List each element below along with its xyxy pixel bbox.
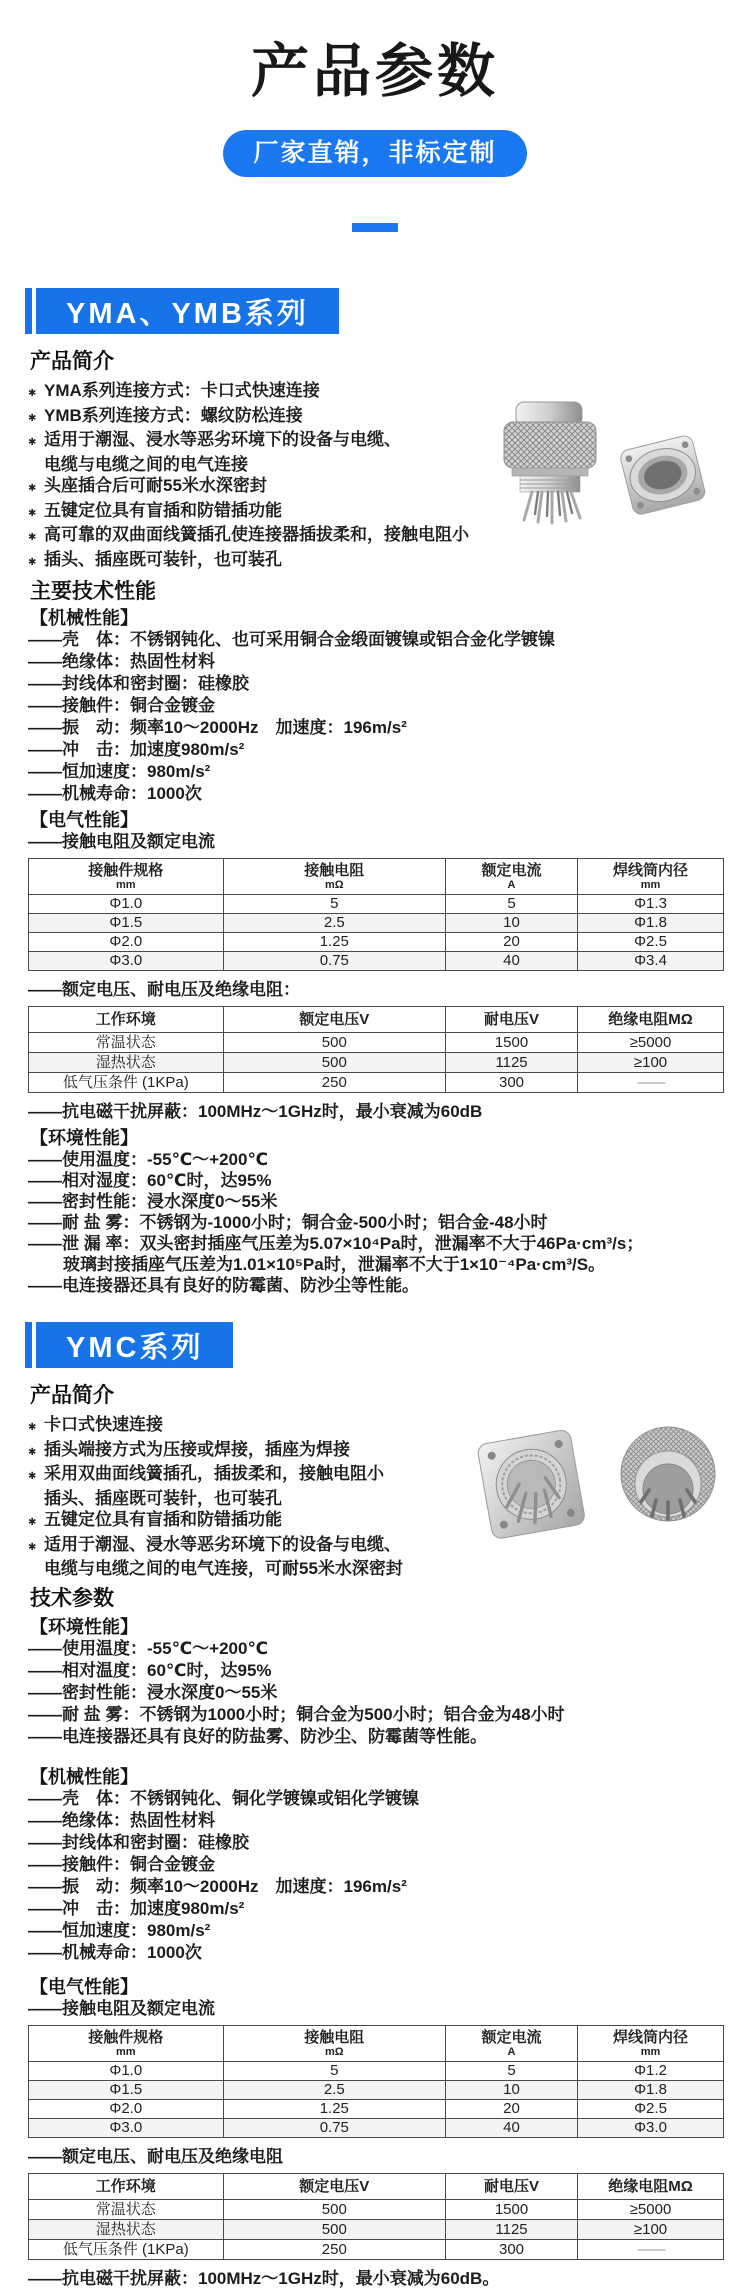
spec-line: ——振 动：频率10～2000Hz 加速度：196m/s²	[28, 718, 407, 737]
spec-line: ——耐 盐 雾：不锈钢为-1000小时；铜合金-500小时；铝合金-48小时	[28, 1213, 548, 1232]
table-row	[29, 2099, 724, 2118]
table-cell: 5	[445, 895, 577, 914]
spec-line: ——额定电压、耐电压及绝缘电阻	[28, 2146, 283, 2166]
col-header: 工作环境	[29, 2173, 224, 2199]
spec-line: ——封线体和密封圈：硅橡胶	[28, 674, 249, 693]
col-header: 接触件规格 mm	[29, 859, 224, 895]
product-photo-yma-ymb	[476, 380, 728, 573]
table-cell: Φ2.5	[578, 2099, 724, 2118]
list-item	[28, 524, 476, 549]
perf-category-label: 【电气性能】	[30, 810, 138, 830]
title-underline-dash	[352, 223, 398, 232]
table-cell: 1125	[445, 1053, 577, 1073]
spec-line: ——接触电阻及额定电流	[28, 832, 215, 851]
section-header-yma-ymb	[25, 288, 750, 334]
table-cell: Φ1.0	[29, 2061, 224, 2080]
bullet-marker	[28, 454, 44, 476]
table-cell: 5	[445, 2061, 577, 2080]
spec-line: ——泄 漏 率：双头密封插座气压差为5.07×10⁴Pa时，泄漏率不大于46Pa·cm³/s；	[28, 1234, 644, 1253]
ymc-intro-row	[28, 1414, 728, 1580]
table-cell: Φ2.0	[29, 2099, 224, 2118]
table-row	[29, 914, 724, 933]
col-header: 额定电压V	[223, 1007, 445, 1033]
list-item	[28, 380, 476, 405]
tech-heading: 主要技术性能	[30, 580, 156, 603]
spec-line: ——接触件：铜合金镀金	[28, 1854, 215, 1874]
col-header: 绝缘电阻MΩ	[578, 1007, 724, 1033]
spec-line: ——使用温度：-55℃～+200℃	[28, 1638, 269, 1658]
ymc-bullet-list	[28, 1414, 476, 1580]
table-row	[29, 1073, 724, 1093]
spec-line: ——冲 击：加速度980m/s²	[28, 740, 245, 759]
table-row	[29, 2118, 724, 2137]
list-item	[28, 1414, 476, 1439]
bullet-marker: ✱	[28, 1517, 37, 1528]
table-cell: 2.5	[223, 2080, 445, 2099]
list-item	[28, 1463, 476, 1488]
table-cell: 10	[445, 2080, 577, 2099]
spec-line: ——封线体和密封圈：硅橡胶	[28, 1832, 249, 1852]
bullet-marker: ✱	[28, 1471, 37, 1482]
perf-category-label: 【电气性能】	[30, 1976, 138, 1997]
col-header: 绝缘电阻MΩ	[578, 2173, 724, 2199]
yma-intro-row	[28, 380, 728, 573]
bullet-marker: ✱	[28, 388, 37, 399]
col-header: 额定电流 A	[445, 2025, 577, 2061]
tech-heading: 技术参数	[30, 1586, 114, 1610]
table-cell: Φ1.0	[29, 895, 224, 914]
bullet-text: YMB系列连接方式：螺纹防松连接	[44, 405, 303, 425]
perf-category-label: 【环境性能】	[30, 1128, 138, 1148]
spec-line: ——接触件：铜合金镀金	[28, 696, 215, 715]
intro-heading: 产品简介	[30, 1384, 114, 1407]
bullet-marker: ✱	[28, 507, 37, 519]
spec-line: ——振 动：频率10～2000Hz 加速度：196m/s²	[28, 1876, 407, 1896]
section-accent-bar	[25, 1322, 32, 1368]
bullet-marker	[28, 1558, 44, 1580]
list-item	[28, 454, 476, 476]
table-cell: 2.5	[223, 914, 445, 933]
bullet-text: 五键定位具有盲插和防错插功能	[44, 1510, 282, 1529]
table-cell: 5	[223, 2061, 445, 2080]
spec-line: ——壳 体：不锈钢钝化、也可采用铜合金缎面镀镍或铝合金化学镀镍	[28, 630, 555, 649]
table-cell: ≥100	[578, 2219, 724, 2239]
table-cell: 250	[223, 1073, 445, 1093]
spec-line: ——额定电压、耐电压及绝缘电阻：	[28, 980, 300, 999]
table-cell: 低气压条件 (1KPa)	[29, 2239, 224, 2259]
table-cell: Φ2.0	[29, 933, 224, 952]
bullet-marker: ✱	[28, 1541, 37, 1553]
bullet-marker	[28, 1488, 44, 1510]
banner-pill: 厂家直销，非标定制	[223, 130, 527, 177]
table-cell: 湿热状态	[29, 2219, 224, 2239]
table-cell: 500	[223, 1053, 445, 1073]
table-cell: 常温状态	[29, 1033, 224, 1053]
table-cell: Φ1.2	[578, 2061, 724, 2080]
section-header-ymc	[25, 1322, 750, 1368]
bullet-text: 电缆与电缆之间的电气连接	[44, 454, 248, 474]
page-title: 产品参数	[250, 39, 499, 104]
table-cell: ≥5000	[578, 2199, 724, 2219]
spec-line: ——电连接器还具有良好的防霉菌、防沙尘等性能。	[28, 1276, 419, 1295]
table-cell: 0.75	[223, 2118, 445, 2137]
list-item	[28, 1558, 476, 1580]
bullet-text: 插头端接方式为压接或焊接，插座为焊接	[44, 1439, 350, 1459]
col-header: 额定电压V	[223, 2173, 445, 2199]
bullet-marker: ✱	[28, 437, 37, 448]
spec-line: ——机械寿命：1000次	[28, 1942, 202, 1962]
table-row	[29, 2219, 724, 2239]
table-cell: Φ3.0	[29, 2118, 224, 2137]
table-cell: ≥100	[578, 1053, 724, 1073]
list-item	[28, 1534, 476, 1559]
table-cell: Φ2.5	[578, 933, 724, 952]
table-cell: 0.75	[223, 952, 445, 971]
bullet-text: YMA系列连接方式：卡口式快速连接	[44, 381, 320, 400]
bullet-text: 电缆与电缆之间的电气连接，可耐55米水深密封	[44, 1559, 403, 1578]
col-header: 接触件规格 mm	[29, 2025, 224, 2061]
bullet-text: 采用双曲面线簧插孔，插拔柔和，接触电阻小	[44, 1464, 384, 1483]
spec-line: ——恒加速度：980m/s²	[28, 1920, 211, 1940]
table-cell: Φ3.0	[578, 2118, 724, 2137]
intro-heading: 产品简介	[30, 350, 114, 373]
col-header: 耐电压V	[445, 2173, 577, 2199]
list-item	[28, 1439, 476, 1464]
yma-voltage-table	[28, 1006, 724, 1093]
table-cell: 40	[445, 2118, 577, 2137]
ymc-contact-resistance-table	[28, 2025, 724, 2138]
perf-category-label: 【机械性能】	[30, 1766, 138, 1787]
col-header: 耐电压V	[445, 1007, 577, 1033]
spec-line: ——冲 击：加速度980m/s²	[28, 1898, 245, 1918]
table-cell: 1500	[445, 2199, 577, 2219]
bullet-marker: ✱	[28, 532, 37, 543]
bullet-text: 头座插合后可耐55米水深密封	[44, 476, 267, 495]
table-cell: 低气压条件 (1KPa)	[29, 1073, 224, 1093]
table-row	[29, 2080, 724, 2099]
table-cell: 5	[223, 895, 445, 914]
section-title: YMA、YMB系列	[36, 288, 339, 334]
ymc-section	[0, 1383, 750, 2290]
section-title: YMC系列	[36, 1322, 233, 1368]
bullet-text: 卡口式快速连接	[44, 1415, 163, 1434]
yma-bullet-list	[28, 380, 476, 573]
col-header: 接触电阻 mΩ	[223, 859, 445, 895]
list-item	[28, 500, 476, 525]
table-cell: 250	[223, 2239, 445, 2259]
table-cell: Φ1.5	[29, 2080, 224, 2099]
perf-category-label: 【环境性能】	[30, 1616, 138, 1637]
spec-line: ——接触电阻及额定电流	[28, 1998, 215, 2018]
product-photo-ymc	[476, 1414, 728, 1580]
bullet-marker: ✱	[28, 412, 37, 424]
yma-ymb-section	[0, 349, 750, 1296]
table-cell: 常温状态	[29, 2199, 224, 2219]
col-header: 接触电阻 mΩ	[223, 2025, 445, 2061]
bullet-text: 插头、插座既可装针，也可装孔	[44, 549, 282, 569]
table-row	[29, 1033, 724, 1053]
table-header-row	[29, 2025, 724, 2061]
spec-line: ——密封性能：浸水深度0～55米	[28, 1192, 278, 1211]
table-cell: Φ3.4	[578, 952, 724, 971]
bullet-text: 插头、插座既可装针，也可装孔	[44, 1488, 282, 1508]
spec-line: ——使用温度：-55℃～+200℃	[28, 1150, 269, 1169]
table-cell: 20	[445, 2099, 577, 2118]
table-cell: 300	[445, 2239, 577, 2259]
table-cell: ——	[578, 2239, 724, 2259]
table-cell: Φ1.8	[578, 2080, 724, 2099]
spec-line-continuation: 玻璃封接插座气压差为1.01×10⁵Pa时，泄漏率不大于1×10⁻⁴Pa·cm³/S。	[63, 1255, 606, 1274]
list-item	[28, 405, 476, 430]
spec-line: ——电连接器还具有良好的防盐雾、防沙尘、防霉菌等性能。	[28, 1726, 487, 1746]
table-row	[29, 2239, 724, 2259]
perf-category-label: 【机械性能】	[30, 608, 138, 628]
ymc-voltage-table	[28, 2173, 724, 2260]
table-cell: 1.25	[223, 933, 445, 952]
spec-line: ——密封性能：浸水深度0～55米	[28, 1682, 278, 1702]
table-cell: ——	[578, 1073, 724, 1093]
table-header-row	[29, 1007, 724, 1033]
table-cell: Φ3.0	[29, 952, 224, 971]
table-row	[29, 933, 724, 952]
table-row	[29, 952, 724, 971]
bullet-marker: ✱	[28, 556, 37, 568]
list-item	[28, 475, 476, 500]
table-cell: 1.25	[223, 2099, 445, 2118]
table-header-row	[29, 2173, 724, 2199]
spec-line: ——壳 体：不锈钢钝化、铜化学镀镍或铝化学镀镍	[28, 1788, 419, 1808]
spec-line: ——抗电磁干扰屏蔽：100MHz～1GHz时，最小衰减为60dB。	[28, 2268, 500, 2288]
bullet-text: 高可靠的双曲面线簧插孔使连接器插拔柔和，接触电阻小	[44, 525, 469, 544]
spec-line: ——抗电磁干扰屏蔽：100MHz～1GHz时，最小衰减为60dB	[28, 1102, 483, 1121]
section-accent-bar	[25, 288, 32, 334]
list-item	[28, 1509, 476, 1534]
table-row	[29, 1053, 724, 1073]
list-item	[28, 429, 476, 454]
table-cell: 1125	[445, 2219, 577, 2239]
table-row	[29, 2199, 724, 2219]
table-cell: 300	[445, 1073, 577, 1093]
spec-line: ——机械寿命：1000次	[28, 784, 202, 803]
table-cell: Φ1.5	[29, 914, 224, 933]
bullet-text: 适用于潮湿、浸水等恶劣环境下的设备与电缆、	[44, 430, 401, 449]
table-cell: 10	[445, 914, 577, 933]
col-header: 焊线筒内径 mm	[578, 859, 724, 895]
table-cell: 湿热状态	[29, 1053, 224, 1073]
hero	[0, 0, 750, 232]
table-cell: 40	[445, 952, 577, 971]
col-header: 额定电流 A	[445, 859, 577, 895]
col-header: 工作环境	[29, 1007, 224, 1033]
table-cell: 1500	[445, 1033, 577, 1053]
bullet-marker: ✱	[28, 1446, 37, 1458]
bullet-marker: ✱	[28, 483, 37, 494]
table-cell: 500	[223, 1033, 445, 1053]
yma-contact-resistance-table	[28, 858, 724, 971]
table-cell: 20	[445, 933, 577, 952]
bullet-marker: ✱	[28, 1422, 37, 1433]
table-cell: Φ1.3	[578, 895, 724, 914]
spec-line: ——绝缘体：热固性材料	[28, 1810, 215, 1830]
table-cell: 500	[223, 2199, 445, 2219]
spec-line: ——相对湿度：60℃时，达95%	[28, 1171, 272, 1190]
table-cell: Φ1.8	[578, 914, 724, 933]
spec-line: ——绝缘体：热固性材料	[28, 652, 215, 671]
table-cell: 500	[223, 2219, 445, 2239]
bullet-text: 适用于潮湿、浸水等恶劣环境下的设备与电缆、	[44, 1534, 401, 1554]
spec-line: ——恒加速度：980m/s²	[28, 762, 211, 781]
table-cell: ≥5000	[578, 1033, 724, 1053]
table-row	[29, 2061, 724, 2080]
table-header-row	[29, 859, 724, 895]
col-header: 焊线筒内径 mm	[578, 2025, 724, 2061]
list-item	[28, 549, 476, 574]
list-item	[28, 1488, 476, 1510]
spec-line: ——相对温度：60℃时，达95%	[28, 1660, 272, 1680]
table-row	[29, 895, 724, 914]
bullet-text: 五键定位具有盲插和防错插功能	[44, 500, 282, 520]
spec-line: ——耐 盐 雾：不锈钢为1000小时；铜合金为500小时；铝合金为48小时	[28, 1704, 565, 1724]
